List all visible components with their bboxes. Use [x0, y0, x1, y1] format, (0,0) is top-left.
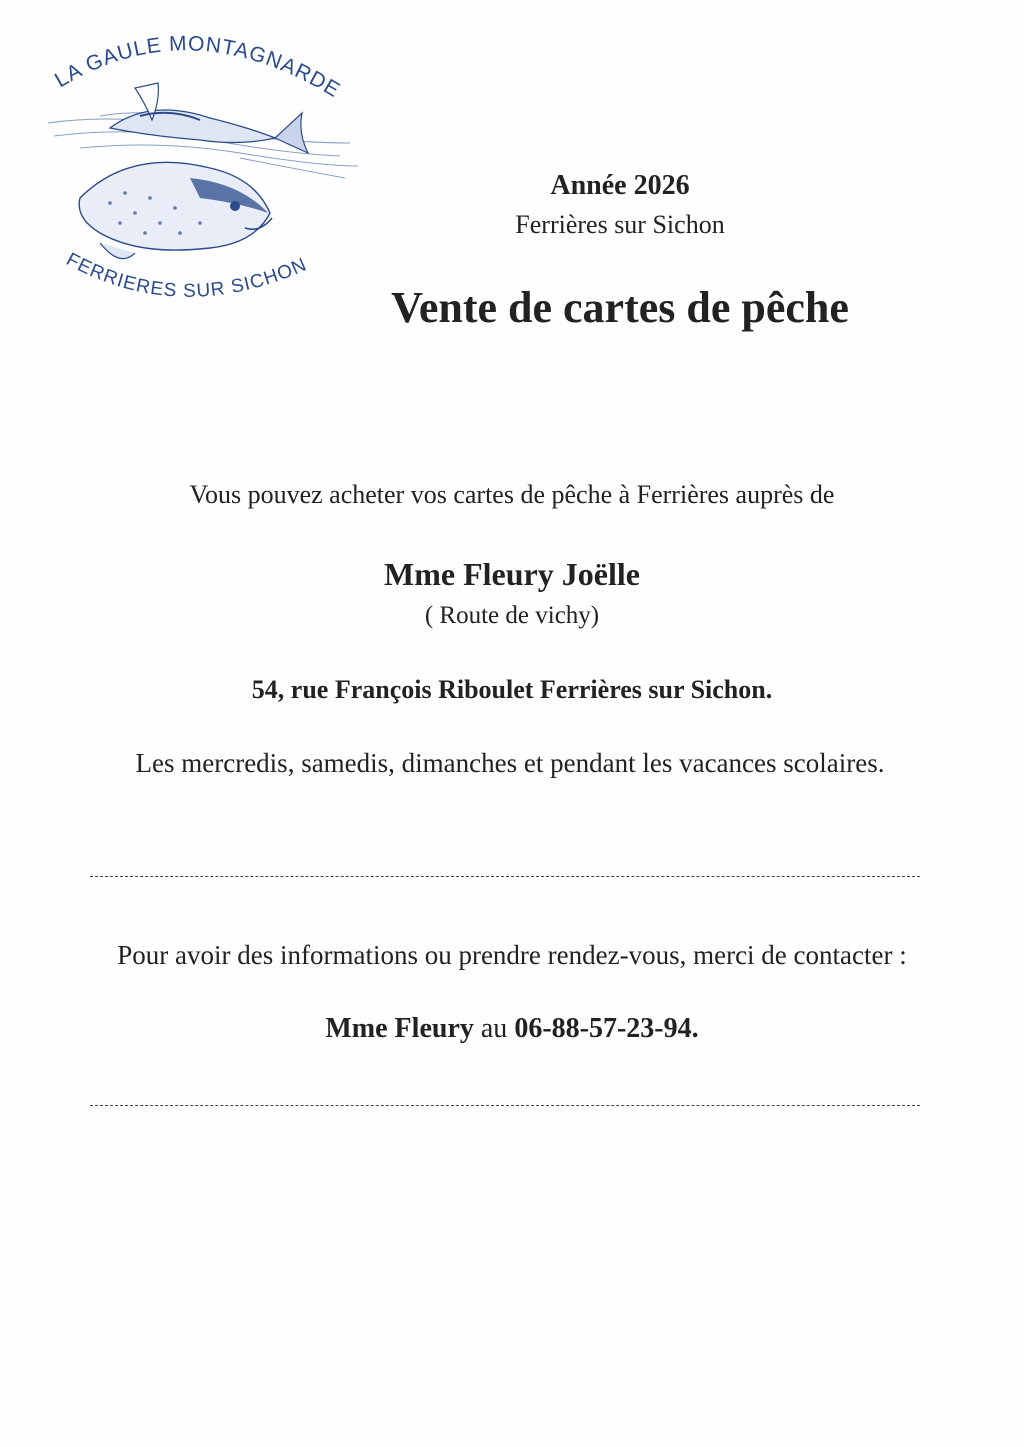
dashed-divider — [90, 876, 920, 877]
contact-name: Mme Fleury Joëlle — [384, 556, 640, 592]
street-address: 54, rue François Riboulet Ferrières sur Sichon. — [251, 675, 773, 704]
phone-number: 06-88-57-23-94. — [514, 1013, 699, 1044]
lower-fish-drawing — [79, 162, 272, 258]
year-heading: Année 2026 — [550, 170, 690, 201]
info-paragraph: Pour avoir des informations ou prendre rendez-vous, merci de contacter : — [117, 940, 907, 970]
opening-schedule: Les mercredis, samedis, dimanches et pendant les vacances scolaires. — [135, 748, 885, 778]
club-logo — [40, 28, 370, 328]
phone-contact-name: Mme Fleury — [325, 1013, 474, 1044]
page-title: Vente de cartes de pêche — [391, 283, 849, 332]
phone-line — [160, 1013, 864, 1045]
phone-connector: au — [473, 1013, 515, 1044]
dashed-divider — [90, 1105, 920, 1106]
route-note: ( Route de vichy) — [424, 602, 600, 629]
svg-text:FERRIERES SUR SICHON — [63, 249, 311, 302]
logo-top-text: LA GAULE MONTAGNARDE — [50, 32, 345, 103]
town-subheading: Ferrières sur Sichon — [515, 210, 725, 239]
upper-fish-drawing — [110, 83, 308, 153]
logo-bottom-text: FERRIERES SUR SICHON — [62, 249, 311, 302]
intro-paragraph: Vous pouvez acheter vos cartes de pêche à Ferrières auprès de — [189, 480, 835, 509]
svg-text:LA GAULE MONTAGNARDE — [51, 32, 344, 102]
